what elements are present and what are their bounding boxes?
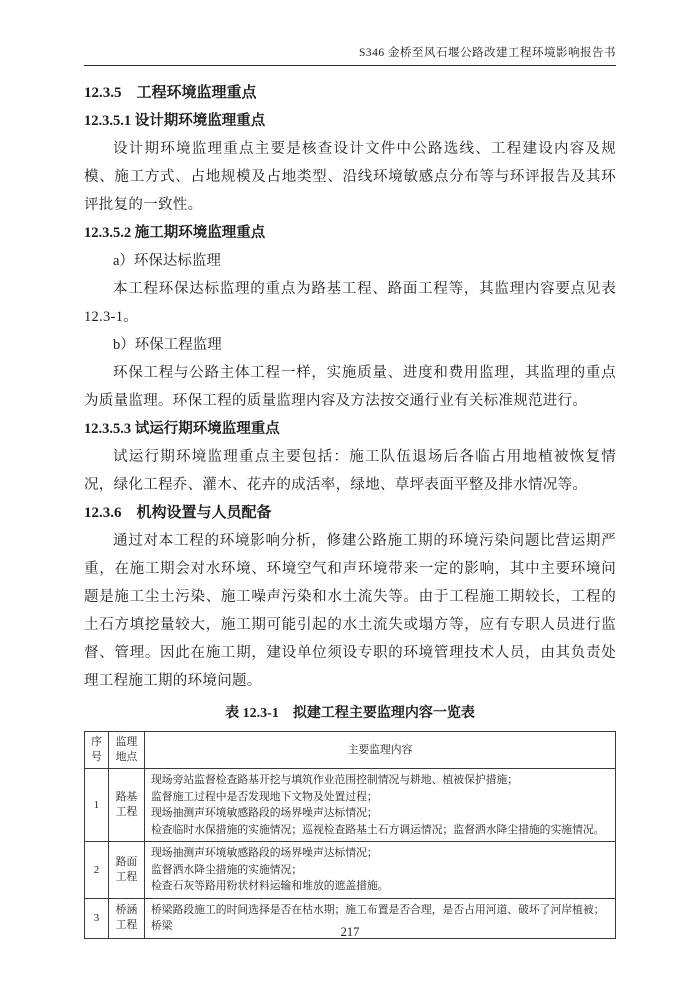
table-header-row bbox=[85, 732, 616, 769]
table-row bbox=[85, 769, 616, 842]
paragraph-staffing: 通过对本工程的环境影响分析，修建公路施工期的环境污染问题比营运期严重，在施工期会对水环境、环境空气和声环境带来一定的影响，其中主要环境问题是施工尘土污染、施工噪声污染和水土流失等。由于工程施工期较长，工程的土石方填挖量较大，施工期可能引起的水土流失或塌方等，应有专职人员进行监督、管理。因此在施工期，建设单位须设专职的环境管理技术人员，由其负责处理工程施工期的环境问题。 bbox=[84, 533, 616, 689]
row-content bbox=[145, 842, 616, 899]
row-location: 桥涵工程 bbox=[109, 898, 145, 938]
page-footer bbox=[0, 925, 700, 940]
column-header-location: 监理地点 bbox=[109, 732, 145, 769]
paragraph-env-engineering: 环保工程与公路主体工程一样，实施质量、进度和费用监理，其监理的重点为质量监理。环保工程的质量监理内容及方法按交通行业有关标准规范进行。 bbox=[84, 365, 616, 409]
heading-12-3-5: 12.3.5 工程环境监理重点 bbox=[84, 85, 257, 101]
content-line: 检查石灰等路用粉状材料运输和堆放的遮盖措施。 bbox=[151, 880, 389, 892]
page-number: 217 bbox=[340, 925, 360, 939]
content-line: 现场抽测声环境敏感路段的场界噪声达标情况； bbox=[151, 807, 378, 819]
running-header-title: S346 金桥至风石堰公路改建工程环境影响报告书 bbox=[358, 47, 616, 59]
monitoring-content-table bbox=[84, 731, 616, 939]
row-location: 路面工程 bbox=[109, 842, 145, 899]
table-title: 表 12.3-1 拟建工程主要监理内容一览表 bbox=[225, 706, 475, 721]
heading-12-3-5-1: 12.3.5.1 设计期环境监理重点 bbox=[84, 113, 266, 129]
content-line: 桥梁路段施工的时间选择是否在枯水期；施工布置是否合理，是否占用河道、破坏了河岸植被；桥梁 bbox=[151, 903, 605, 932]
paragraph-design-period: 设计期环境监理重点主要是核查设计文件中公路选线、工程建设内容及规模、施工方式、占地规模及占地类型、沿线环境敏感点分布等与环评报告及其环评批复的一致性。 bbox=[84, 141, 616, 213]
document-body bbox=[84, 79, 616, 695]
running-header bbox=[84, 46, 616, 66]
row-no: 2 bbox=[85, 842, 109, 899]
column-header-no: 序号 bbox=[85, 732, 109, 769]
heading-12-3-5-3: 12.3.5.3 试运行期环境监理重点 bbox=[84, 421, 280, 437]
list-item-a: a）环保达标监理 bbox=[113, 253, 221, 269]
paragraph-compliance-monitoring: 本工程环保达标监理的重点为路基工程、路面工程等，其监理内容要点见表12.3-1。 bbox=[84, 281, 616, 325]
content-line: 检查临时水保措施的实施情况；巡视检查路基土石方调运情况；监督洒水降尘措施的实施情况。 bbox=[151, 823, 605, 836]
content-line: 现场旁站监督检查路基开挖与填筑作业范围控制情况与耕地、植被保护措施； bbox=[151, 774, 519, 786]
content-line: 现场抽测声环境敏感路段的场界噪声达标情况； bbox=[151, 847, 378, 859]
column-header-content: 主要监理内容 bbox=[145, 732, 616, 769]
heading-12-3-5-2: 12.3.5.2 施工期环境监理重点 bbox=[84, 225, 266, 241]
row-no: 3 bbox=[85, 898, 109, 938]
row-no: 1 bbox=[85, 769, 109, 842]
row-content bbox=[145, 769, 616, 842]
list-item-b: b）环保工程监理 bbox=[113, 337, 222, 353]
content-line: 监督洒水降尘措施的实施情况； bbox=[151, 863, 303, 876]
content-line: 监督施工过程中是否发现地下文物及处置过程； bbox=[151, 790, 378, 803]
row-location: 路基工程 bbox=[109, 769, 145, 842]
table-row bbox=[85, 842, 616, 899]
heading-12-3-6: 12.3.6 机构设置与人员配备 bbox=[84, 505, 272, 521]
paragraph-trial-period: 试运行期环境监理重点主要包括：施工队伍退场后各临占用地植被恢复情况，绿化工程乔、灌木、花卉的成活率，绿地、草坪表面平整及排水情况等。 bbox=[84, 449, 616, 493]
